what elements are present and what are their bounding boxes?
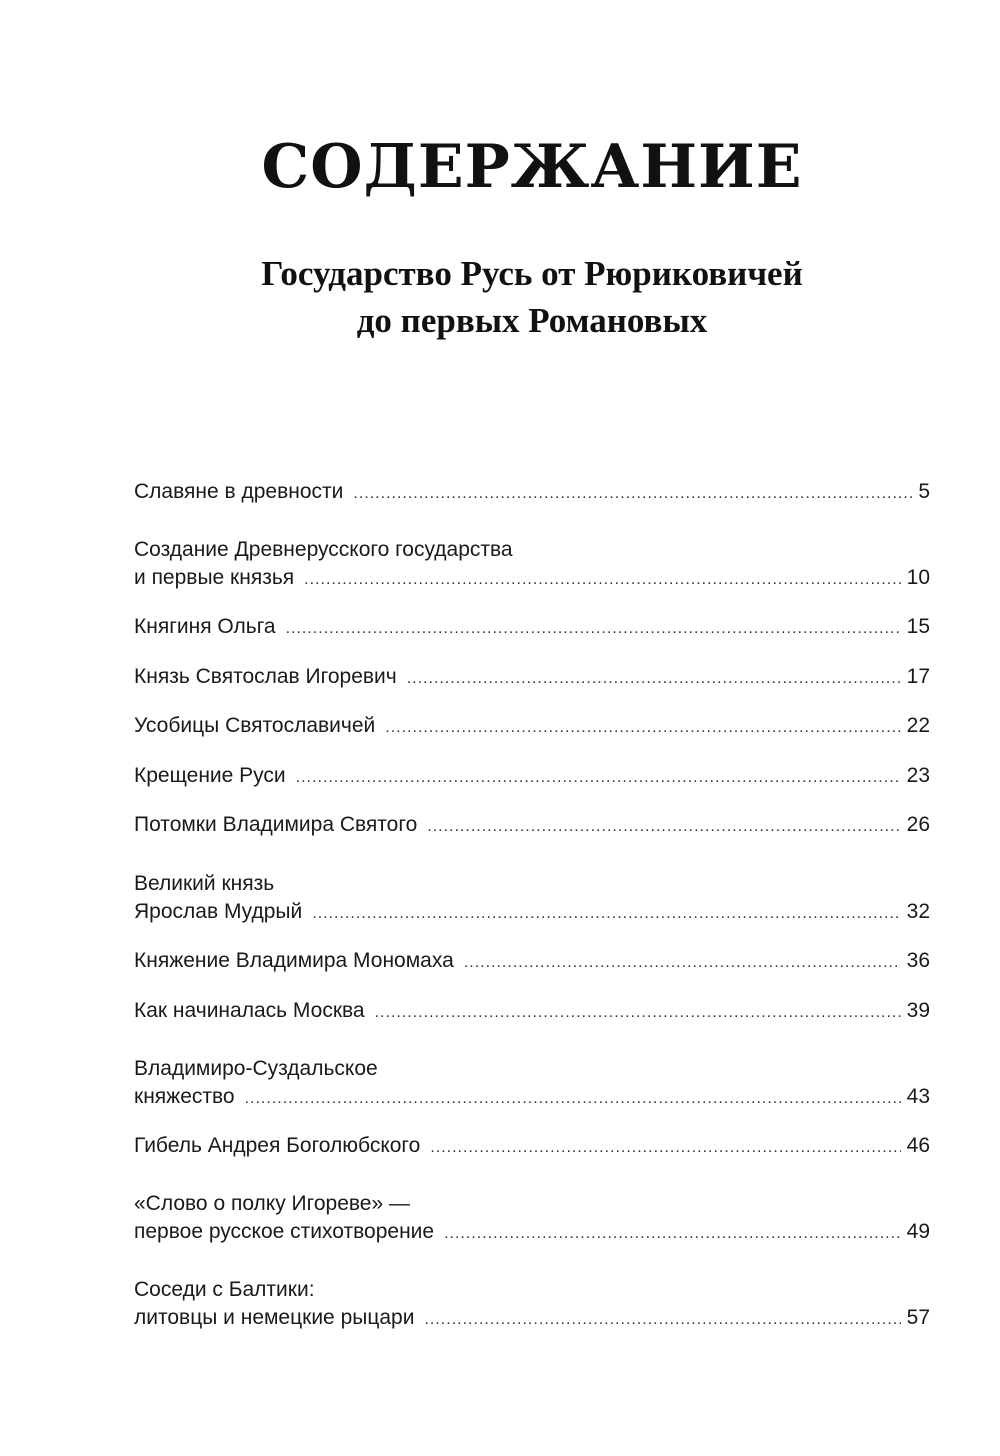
toc-page-number: 46 xyxy=(906,1134,930,1157)
toc-entry-title-continued: литовцы и немецкие рыцари xyxy=(134,1306,415,1329)
toc-entry-title: Владимиро-Суздальское xyxy=(134,1057,378,1080)
toc-entry-title: Князь Святослав Игоревич xyxy=(134,665,397,688)
toc-page-number: 5 xyxy=(918,480,930,503)
dot-leader xyxy=(430,1139,900,1157)
toc-entry[interactable] xyxy=(134,480,930,520)
dot-leader xyxy=(286,620,901,638)
toc-entry-title: Как начиналась Москва xyxy=(134,999,365,1022)
toc-entry[interactable] xyxy=(134,764,930,804)
toc-entry[interactable] xyxy=(134,1134,930,1174)
toc-page-number: 15 xyxy=(906,615,930,638)
toc-entry-title: Славяне в древности xyxy=(134,480,344,503)
toc-entry-title: Княжение Владимира Мономаха xyxy=(134,949,454,972)
toc-entry[interactable] xyxy=(134,1049,930,1125)
toc-entry[interactable] xyxy=(134,615,930,655)
toc-entry[interactable] xyxy=(134,714,930,754)
dot-leader xyxy=(464,954,901,972)
toc-page-number: 49 xyxy=(906,1220,930,1243)
toc-page-number: 39 xyxy=(906,999,930,1022)
toc-entry-title-continued: первое русское стихотворение xyxy=(134,1220,435,1243)
toc-entry-title: Крещение Руси xyxy=(134,764,286,787)
subtitle-line-1: Государство Русь от Рюриковичей xyxy=(261,254,803,293)
toc-page-number: 22 xyxy=(906,714,930,737)
toc-entry-title: Великий князь xyxy=(134,872,275,895)
subtitle-line-2: до первых Романовых xyxy=(356,301,708,340)
toc-entry-title: Создание Древнерусского государства xyxy=(134,538,513,561)
toc-entry-title: «Слово о полку Игореве» — xyxy=(134,1192,411,1215)
dot-leader xyxy=(385,719,900,737)
toc-page-number: 23 xyxy=(906,764,930,787)
toc-page-number: 10 xyxy=(906,566,930,589)
toc-entry[interactable] xyxy=(134,1270,930,1346)
toc-entry[interactable] xyxy=(134,665,930,705)
toc-entry-title: Соседи с Балтики: xyxy=(134,1278,315,1301)
dot-leader xyxy=(424,1311,900,1329)
toc-entry-title-continued: княжество xyxy=(134,1085,235,1108)
dot-leader xyxy=(296,769,901,787)
toc-page-number: 17 xyxy=(906,665,930,688)
toc-entry-title: Гибель Андрея Боголюбского xyxy=(134,1134,421,1157)
page-title: СОДЕРЖАНИЕ xyxy=(261,132,803,202)
toc-page-number: 43 xyxy=(906,1085,930,1108)
toc-entry[interactable] xyxy=(134,999,930,1039)
toc-entry[interactable] xyxy=(134,864,930,940)
toc-page-number: 57 xyxy=(906,1306,930,1329)
toc-entry[interactable] xyxy=(134,949,930,989)
toc-entry-title: Княгиня Ольга xyxy=(134,615,276,638)
toc-entry[interactable] xyxy=(134,1184,930,1260)
dot-leader xyxy=(245,1090,901,1108)
toc-page-number: 32 xyxy=(906,900,930,923)
toc-entry[interactable] xyxy=(134,530,930,606)
toc-page-number: 26 xyxy=(906,813,930,836)
dot-leader xyxy=(312,905,900,923)
dot-leader xyxy=(444,1225,901,1243)
toc-entry-title-continued: и первые князья xyxy=(134,566,295,589)
toc-entry-title: Усобицы Святославичей xyxy=(134,714,376,737)
toc-entry-title-continued: Ярослав Мудрый xyxy=(134,900,303,923)
dot-leader xyxy=(304,571,900,589)
page-subtitle xyxy=(64,250,1000,344)
dot-leader xyxy=(407,670,901,688)
toc-page-number: 36 xyxy=(906,949,930,972)
dot-leader xyxy=(353,485,912,503)
toc-entry[interactable] xyxy=(134,813,930,853)
dot-leader xyxy=(375,1004,901,1022)
dot-leader xyxy=(427,818,900,836)
toc-entry-title: Потомки Владимира Святого xyxy=(134,813,418,836)
